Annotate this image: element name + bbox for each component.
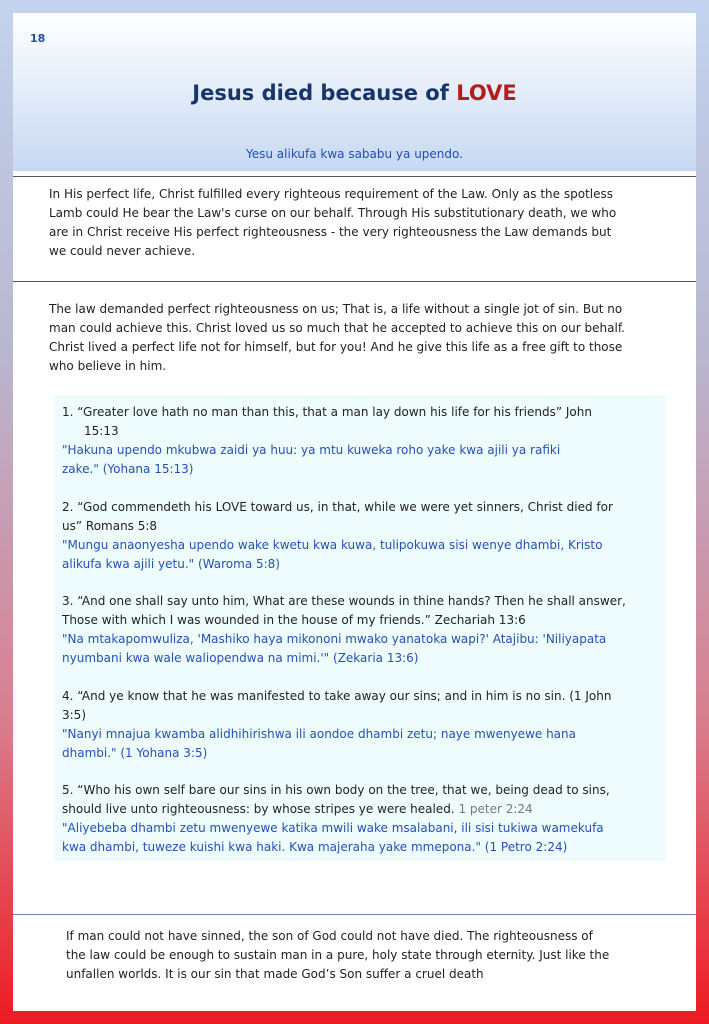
verse-swahili: nyumbani kwa wale waliopendwa na mimi.'" (Zekaria 13:6) (62, 651, 419, 665)
verse-english: Those with which I was wounded in the house of my friends.” Zechariah 13:6 (62, 613, 526, 627)
intro-paragraph (49, 185, 669, 261)
verse-swahili: zake." (Yohana 15:13) (62, 462, 194, 476)
verse-swahili: kwa dhambi, tuweze kuishi kwa haki. Kwa majeraha yake mmepona." (1 Petro 2:24) (62, 840, 568, 854)
text-line: In His perfect life, Christ fulfilled every righteous requirement of the Law. Only as the spotless (49, 187, 613, 201)
verse-english: 3:5) (62, 708, 86, 722)
divider (13, 176, 696, 177)
text-line: Lamb could He bear the Law's curse on our behalf. Through His substitutionary death, we who (49, 206, 617, 220)
text-line: If man could not have sinned, the son of God could not have died. The righteousness of (66, 929, 593, 943)
scripture-1 (62, 403, 662, 479)
verse-swahili: alikufa kwa ajili yetu." (Waroma 5:8) (62, 557, 280, 571)
verse-english: 3. “And one shall say unto him, What are these wounds in thine hands? Then he shall answer, (62, 594, 626, 608)
text-line: the law could be enough to sustain man in a pure, holy state through eternity. Just like the (66, 948, 610, 962)
page (13, 13, 696, 1011)
verse-english: 15:13 (84, 424, 119, 438)
scripture-2 (62, 498, 662, 574)
verse-swahili: "Nanyi mnajua kwamba alidhihirishwa ili aondoe dhambi zetu; naye mwenyewe hana (62, 727, 576, 741)
verse-swahili: "Mungu anaonyesha upendo wake kwetu kwa kuwa, tulipokuwa sisi wenye dhambi, Kristo (62, 538, 603, 552)
verse-english: 4. “And ye know that he was manifested to take away our sins; and in him is no sin. (1 John (62, 689, 612, 703)
verse-english (62, 800, 662, 819)
text-line: unfallen worlds. It is our sin that made God’s Son suffer a cruel death (66, 967, 484, 981)
text-line: we could never achieve. (49, 244, 196, 258)
title-highlight: LOVE (456, 81, 517, 105)
scripture-3 (62, 592, 662, 668)
text-line: are in Christ receive His perfect righteousness - the very righteousness the Law demands but (49, 225, 612, 239)
scripture-4 (62, 687, 662, 763)
title-text: Jesus died because of (192, 81, 457, 105)
page-number: 18 (30, 32, 46, 45)
text-line: man could achieve this. Christ loved us so much that he accepted to achieve this on our behalf. (49, 321, 625, 335)
verse-text: should live unto righteousness: by whose stripes ye were healed. (62, 802, 459, 816)
closing-paragraph (66, 927, 676, 984)
verse-english: 2. “God commendeth his LOVE toward us, in that, while we were yet sinners, Christ died for (62, 500, 613, 514)
verse-english: 1. “Greater love hath no man than this, that a man lay down his life for his friends” John (62, 405, 592, 419)
verse-swahili: dhambi." (1 Yohana 3:5) (62, 746, 208, 760)
scripture-box (54, 395, 666, 861)
text-line: Christ lived a perfect life not for himself, but for you! And he give this life as a free gift to those (49, 340, 623, 354)
page-title (13, 81, 696, 105)
text-line: The law demanded perfect righteousness on us; That is, a life without a single jot of sin. But no (49, 302, 623, 316)
divider (13, 281, 696, 282)
scripture-5 (62, 781, 662, 857)
verse-english: us” Romans 5:8 (62, 519, 158, 533)
verse-swahili: "Hakuna upendo mkubwa zaidi ya huu: ya mtu kuweka roho yake kwa ajili ya rafiki (62, 443, 561, 457)
verse-reference: 1 peter 2:24 (458, 802, 533, 816)
divider (13, 914, 696, 915)
verse-swahili: "Na mtakapomwuliza, 'Mashiko haya mikononi mwako yanatoka wapi?' Atajibu: 'Niliyapata (62, 632, 607, 646)
verse-swahili: "Aliyebeba dhambi zetu mwenyewe katika mwili wake msalabani, ili sisi tukiwa wamekufa (62, 821, 604, 835)
page-subtitle: Yesu alikufa kwa sababu ya upendo. (246, 147, 463, 161)
law-paragraph (49, 300, 669, 376)
text-line: who believe in him. (49, 359, 167, 373)
header-banner (13, 13, 696, 171)
verse-english: 5. “Who his own self bare our sins in his own body on the tree, that we, being dead to sins, (62, 783, 610, 797)
